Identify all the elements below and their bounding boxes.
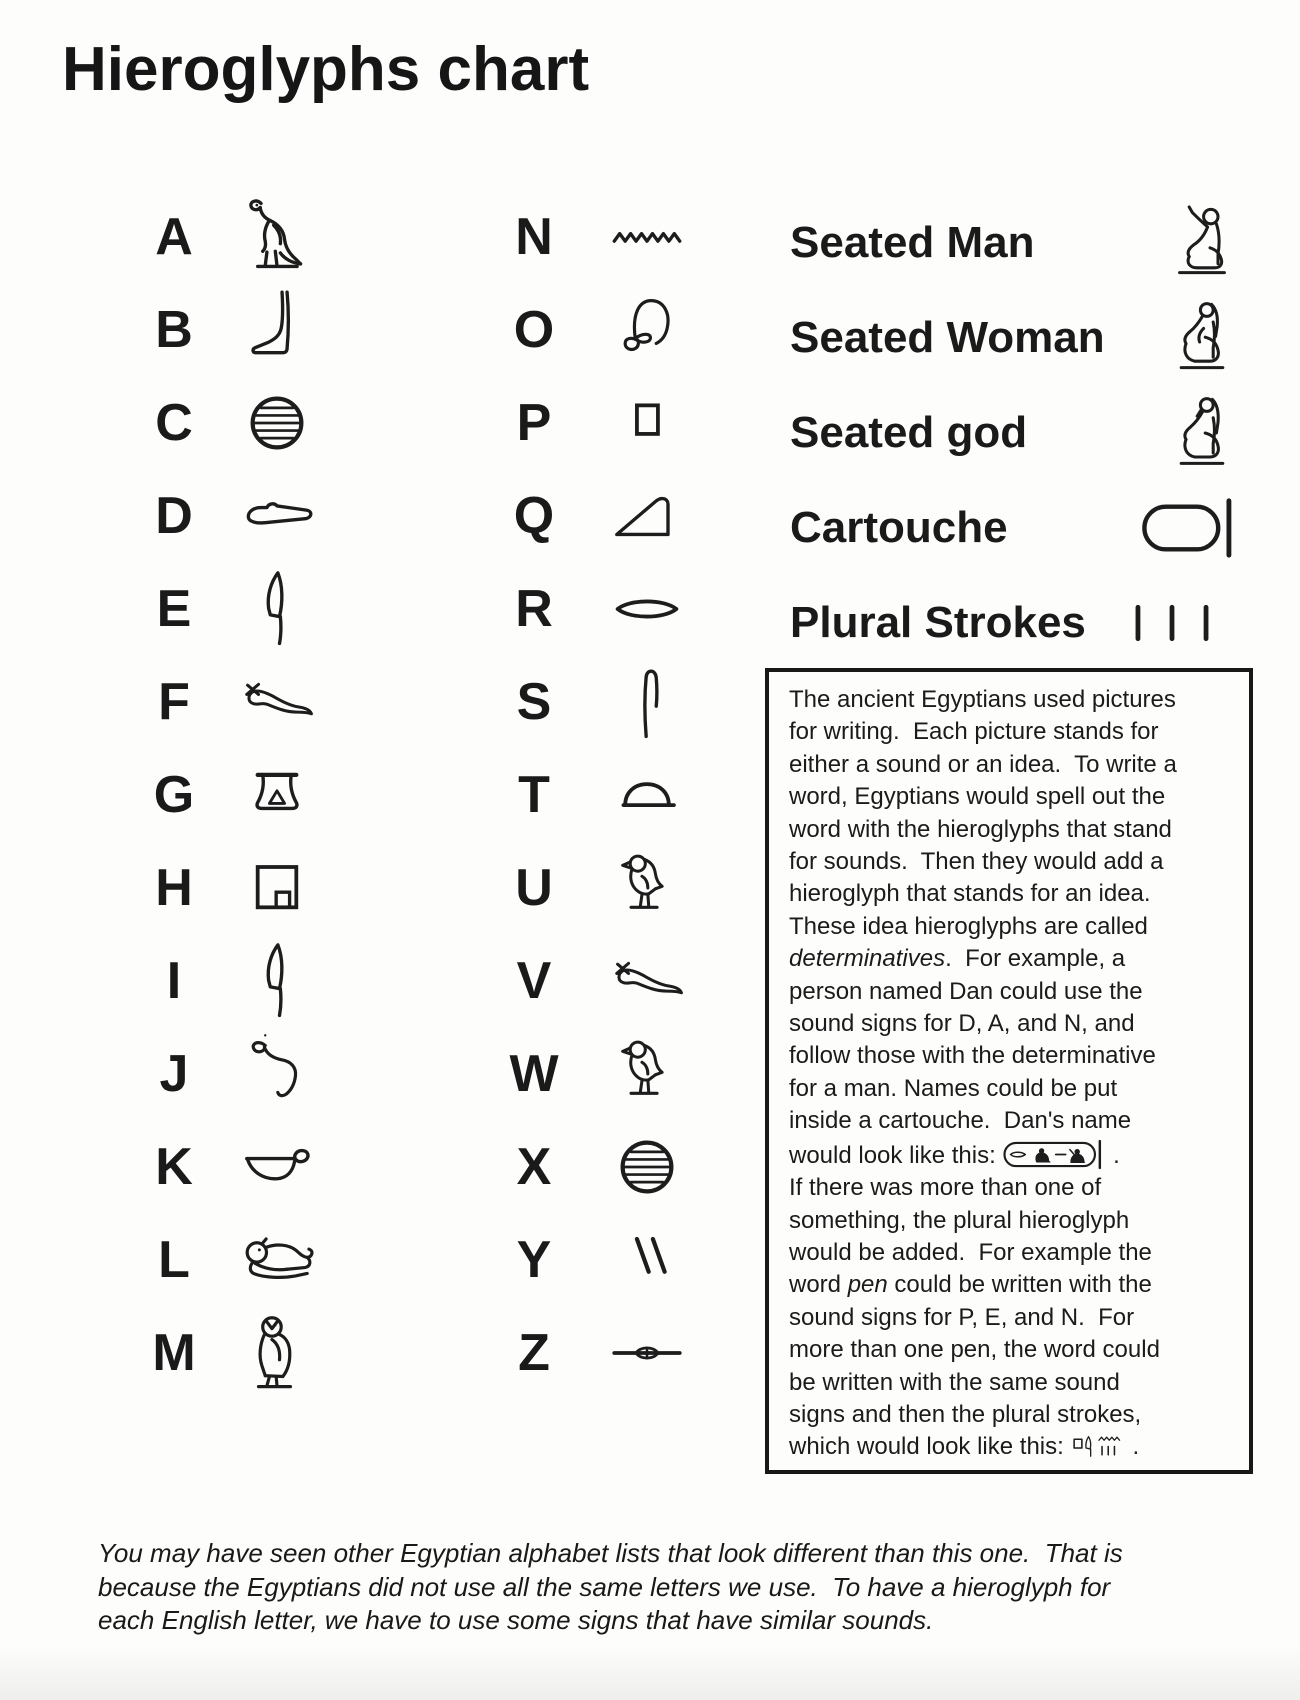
- letter-e: E: [156, 579, 192, 638]
- horned-viper-icon: [605, 939, 689, 1023]
- explanation-line: [789, 943, 1241, 975]
- alphabet-row-a: [135, 190, 319, 283]
- explanation-line: [789, 1237, 1241, 1269]
- text-run: either a sound or an idea. To write a: [789, 750, 1177, 778]
- door-bolt-icon: [605, 1311, 689, 1395]
- letter-g: G: [153, 765, 195, 824]
- seated-god-icon: [1162, 393, 1242, 473]
- hand-icon: [235, 474, 319, 558]
- letter-o: O: [513, 300, 555, 359]
- text-run: .: [1106, 1141, 1120, 1169]
- letter-w: W: [509, 1044, 559, 1103]
- pen-with-plural-strokes-icon: [1070, 1433, 1132, 1462]
- footer-line: because the Egyptians did not use all the same letters we use. To have a hieroglyph for: [98, 1571, 1111, 1602]
- explanation-line: [789, 684, 1241, 716]
- det-label-seated-man: Seated Man: [790, 217, 1035, 267]
- text-run: for sounds. Then they would add a: [789, 848, 1164, 876]
- det-row-seated-god: [790, 385, 1260, 480]
- hatched-circle-icon: [605, 1125, 689, 1209]
- alphabet-row-q: [495, 469, 689, 562]
- explanation-box: [765, 668, 1253, 1474]
- text-run: The ancient Egyptians used pictures: [789, 686, 1176, 713]
- letter-v: V: [516, 951, 552, 1010]
- double-stroke-icon: [605, 1218, 689, 1302]
- jar-stand-icon: [235, 753, 319, 837]
- alphabet-row-f: [135, 655, 319, 748]
- lion-icon: [235, 1218, 319, 1302]
- dan-cartouche-icon: [1002, 1138, 1106, 1171]
- alphabet-row-d: [135, 469, 319, 562]
- text-run: .: [1132, 1433, 1140, 1461]
- explanation-line: [789, 976, 1241, 1008]
- text-run: person named Dan could use the: [789, 977, 1143, 1005]
- seated-woman-icon: [1162, 298, 1242, 378]
- alphabet-row-l: [135, 1213, 319, 1306]
- stool-icon: [605, 381, 689, 465]
- reed-leaf-icon: [235, 939, 319, 1023]
- letter-z: Z: [518, 1323, 550, 1382]
- text-run: be written with the same sound: [789, 1368, 1120, 1396]
- hill-slope-icon: [605, 474, 689, 558]
- letter-u: U: [515, 858, 553, 917]
- letter-c: C: [155, 393, 193, 452]
- det-label-cartouche: Cartouche: [790, 502, 1008, 552]
- text-run: for a man. Names could be put: [789, 1074, 1118, 1102]
- letter-q: Q: [513, 486, 555, 545]
- explanation-line: [789, 716, 1241, 748]
- explanation-line: [789, 1105, 1241, 1137]
- owl-icon: [235, 1311, 319, 1395]
- text-run: could be written with the: [887, 1271, 1152, 1299]
- text-run: signs and then the plural strokes,: [789, 1400, 1142, 1428]
- text-run: word, Egyptians would spell out the: [789, 783, 1166, 811]
- alphabet-row-w: [495, 1027, 689, 1120]
- det-row-seated-man: [790, 195, 1260, 290]
- determinative-list: [790, 195, 1260, 670]
- bread-loaf-icon: [605, 753, 689, 837]
- cartouche-icon: [1138, 494, 1246, 562]
- alphabet-column-2: [495, 190, 689, 1399]
- letter-p: P: [516, 393, 552, 452]
- letter-y: Y: [516, 1230, 552, 1289]
- alphabet-row-i: [135, 934, 319, 1027]
- alphabet-row-p: [495, 376, 689, 469]
- hatched-circle-icon: [235, 381, 319, 465]
- letter-j: J: [159, 1044, 189, 1103]
- det-row-plural-strokes: [790, 575, 1260, 670]
- footer-line: each English letter, we have to use some signs that have similar sounds.: [98, 1605, 934, 1635]
- shelter-icon: [235, 846, 319, 930]
- det-label-plural-strokes: Plural Strokes: [790, 597, 1086, 647]
- folded-cloth-icon: [605, 660, 689, 744]
- explanation-line: [789, 814, 1241, 846]
- alphabet-row-b: [135, 283, 319, 376]
- alphabet-row-k: [135, 1120, 319, 1213]
- page-bottom-shadow: [0, 1645, 1300, 1700]
- explanation-line: [789, 1040, 1241, 1072]
- explanation-line: [789, 749, 1241, 781]
- explanation-text: [789, 684, 1241, 1464]
- alphabet-row-t: [495, 748, 689, 841]
- det-row-cartouche: [790, 480, 1260, 575]
- italic-term: determinatives: [789, 945, 946, 973]
- mouth-icon: [605, 567, 689, 651]
- explanation-line: [789, 1073, 1241, 1105]
- letter-h: H: [155, 858, 193, 917]
- alphabet-row-x: [495, 1120, 689, 1213]
- italic-term: pen: [847, 1271, 888, 1299]
- water-icon: [605, 195, 689, 279]
- text-run: follow those with the determinative: [789, 1042, 1156, 1070]
- alphabet-column-1: [135, 190, 319, 1399]
- alphabet-row-o: [495, 283, 689, 376]
- text-run: word: [789, 1271, 848, 1299]
- text-run: . For example, a: [945, 945, 1126, 973]
- page-title: Hieroglyphs chart: [62, 35, 590, 104]
- letter-r: R: [515, 579, 553, 638]
- plural-strokes-icon: [1124, 592, 1220, 654]
- det-row-seated-woman: [790, 290, 1260, 385]
- alphabet-row-v: [495, 934, 689, 1027]
- quail-chick-icon: [605, 1032, 689, 1116]
- alphabet-row-z: [495, 1306, 689, 1399]
- explanation-line: [789, 1399, 1241, 1431]
- explanation-line: [789, 781, 1241, 813]
- alphabet-row-y: [495, 1213, 689, 1306]
- explanation-line: [789, 1008, 1241, 1040]
- letter-k: K: [155, 1137, 193, 1196]
- text-run: would look like this:: [789, 1141, 1003, 1169]
- letter-l: L: [158, 1230, 190, 1289]
- letter-x: X: [516, 1137, 552, 1196]
- footer-line: You may have seen other Egyptian alphabet lists that look different than this one. That is: [98, 1538, 1123, 1568]
- alphabet-row-u: [495, 841, 689, 934]
- text-run: which would look like this:: [789, 1433, 1071, 1461]
- horned-viper-icon: [235, 660, 319, 744]
- alphabet-row-s: [495, 655, 689, 748]
- det-label-seated-woman: Seated Woman: [790, 312, 1105, 362]
- explanation-line: [789, 1334, 1241, 1366]
- explanation-line: [789, 1367, 1241, 1399]
- text-run: word with the hieroglyphs that stand: [789, 815, 1172, 843]
- text-run: would be added. For example the: [789, 1238, 1152, 1266]
- alphabet-row-e: [135, 562, 319, 655]
- letter-f: F: [158, 672, 190, 731]
- alphabet-row-c: [135, 376, 319, 469]
- cobra-icon: [235, 1032, 319, 1116]
- alphabet-row-j: [135, 1027, 319, 1120]
- alphabet-row-h: [135, 841, 319, 934]
- letter-b: B: [155, 300, 193, 359]
- explanation-line: [789, 1431, 1241, 1463]
- text-run: inside a cartouche. Dan's name: [789, 1107, 1132, 1135]
- explanation-line: [789, 1269, 1241, 1301]
- explanation-line: [789, 911, 1241, 943]
- quail-chick-icon: [605, 846, 689, 930]
- letter-m: M: [152, 1323, 196, 1382]
- letter-d: D: [155, 486, 193, 545]
- explanation-line: [789, 878, 1241, 910]
- foot-icon: [235, 288, 319, 372]
- alphabet-row-n: [495, 190, 689, 283]
- lasso-icon: [605, 288, 689, 372]
- text-run: If there was more than one of: [789, 1174, 1102, 1202]
- footer-note: [98, 1537, 1123, 1638]
- letter-s: S: [516, 672, 552, 731]
- letter-t: T: [518, 765, 550, 824]
- text-run: something, the plural hieroglyph: [789, 1206, 1130, 1234]
- explanation-line: [789, 846, 1241, 878]
- alphabet-row-r: [495, 562, 689, 655]
- letter-i: I: [166, 951, 182, 1010]
- explanation-line: [789, 1138, 1241, 1172]
- vulture-icon: [235, 195, 319, 279]
- text-run: sound signs for D, A, and N, and: [789, 1010, 1135, 1038]
- text-run: for writing. Each picture stands for: [789, 718, 1159, 746]
- seated-man-icon: [1162, 203, 1242, 283]
- letter-n: N: [515, 207, 553, 266]
- alphabet-row-g: [135, 748, 319, 841]
- reed-leaf-icon: [235, 567, 319, 651]
- text-run: sound signs for P, E, and N. For: [789, 1303, 1135, 1331]
- alphabet-row-m: [135, 1306, 319, 1399]
- text-run: more than one pen, the word could: [789, 1336, 1160, 1364]
- basket-icon: [235, 1125, 319, 1209]
- text-run: hieroglyph that stands for an idea.: [789, 880, 1151, 908]
- explanation-line: [789, 1205, 1241, 1237]
- letter-a: A: [155, 207, 193, 266]
- explanation-line: [789, 1302, 1241, 1334]
- det-label-seated-god: Seated god: [790, 407, 1028, 457]
- explanation-line: [789, 1172, 1241, 1204]
- text-run: These idea hieroglyphs are called: [789, 912, 1148, 940]
